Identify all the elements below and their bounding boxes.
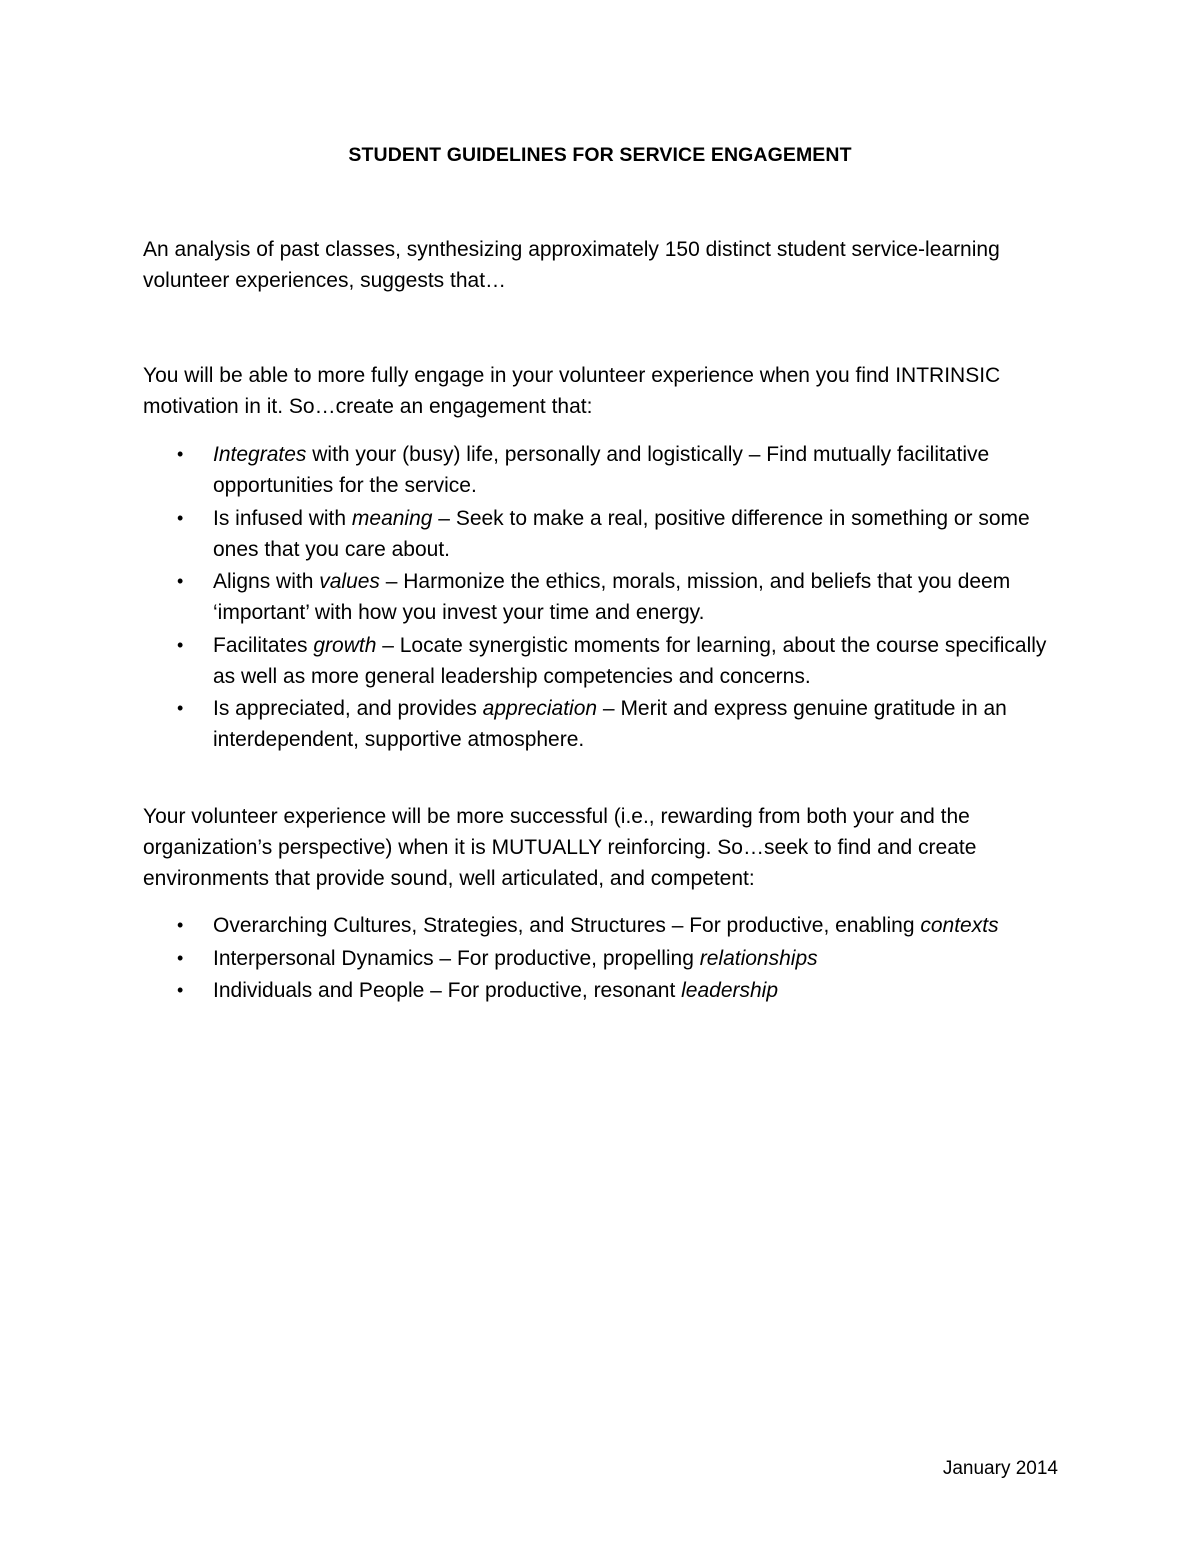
bullet-icon: • xyxy=(177,571,184,591)
bullet-icon: • xyxy=(177,444,184,464)
environment-criteria-list xyxy=(143,910,1063,1008)
intrinsic-motivation-paragraph: You will be able to more fully engage in your volunteer experience when you find INTRINSIC motivation in it. So…create an engagement that: xyxy=(143,364,1001,418)
footer-date: January 2014 xyxy=(942,1458,1058,1479)
item-emphasis: relationships xyxy=(699,946,818,970)
item-text: with your (busy) life, personally and logistically – Find mutually facilitative opportunities for the service. xyxy=(213,443,990,497)
item-emphasis: growth xyxy=(313,633,377,657)
item-emphasis: contexts xyxy=(920,914,999,937)
bullet-icon: • xyxy=(177,947,184,968)
item-emphasis: meaning xyxy=(351,506,433,530)
list-item xyxy=(143,975,1063,1006)
item-text: Individuals and People – For productive, resonant xyxy=(213,979,682,1002)
item-text: – Locate synergistic moments for learning, about the course specifically as well as more general leadership competencies and concerns. xyxy=(213,633,1047,688)
bullet-icon: • xyxy=(177,980,184,1000)
item-text: – Merit and express genuine gratitude in an interdependent, supportive atmosphere. xyxy=(213,697,1007,751)
bullet-icon: • xyxy=(177,507,184,528)
bullet-icon: • xyxy=(177,634,184,655)
item-text: – Seek to make a real, positive difference in something or some ones that you care about. xyxy=(213,506,1030,561)
bullet-icon: • xyxy=(177,698,184,718)
item-text: Aligns with xyxy=(213,570,320,593)
document-title: STUDENT GUIDELINES FOR SERVICE ENGAGEMENT xyxy=(348,144,852,166)
item-text: – Harmonize the ethics, morals, mission, and beliefs that you deem ‘important’ with how you invest your time and energy. xyxy=(213,570,1011,624)
item-emphasis: leadership xyxy=(681,979,779,1002)
item-emphasis: Integrates xyxy=(213,443,307,466)
list-item xyxy=(143,630,1063,692)
intro-paragraph: An analysis of past classes, synthesizing approximately 150 distinct student service-learning volunteer experiences, suggests that… xyxy=(143,238,1000,292)
list-item xyxy=(143,439,1063,501)
mutual-reinforcement-paragraph: Your volunteer experience will be more successful (i.e., rewarding from both your and the organization’s perspective) when it is MUTUALLY reinforcing. So…seek to find and create environments that provide sound, well articulated, and competent: xyxy=(143,805,977,890)
item-text: Is infused with xyxy=(213,506,352,530)
list-item xyxy=(143,503,1063,565)
item-text: Facilitates xyxy=(213,633,314,657)
bullet-icon: • xyxy=(177,915,184,935)
item-text: Interpersonal Dynamics – For productive, propelling xyxy=(213,946,700,970)
engagement-criteria-list xyxy=(143,439,1063,757)
list-item xyxy=(143,566,1063,628)
list-item xyxy=(143,693,1063,755)
item-text: Overarching Cultures, Strategies, and Structures – For productive, enabling xyxy=(213,914,921,937)
item-text: Is appreciated, and provides xyxy=(213,697,483,720)
list-item xyxy=(143,943,1063,974)
item-emphasis: appreciation xyxy=(482,697,598,720)
list-item xyxy=(143,910,1063,941)
item-emphasis: values xyxy=(319,570,380,593)
